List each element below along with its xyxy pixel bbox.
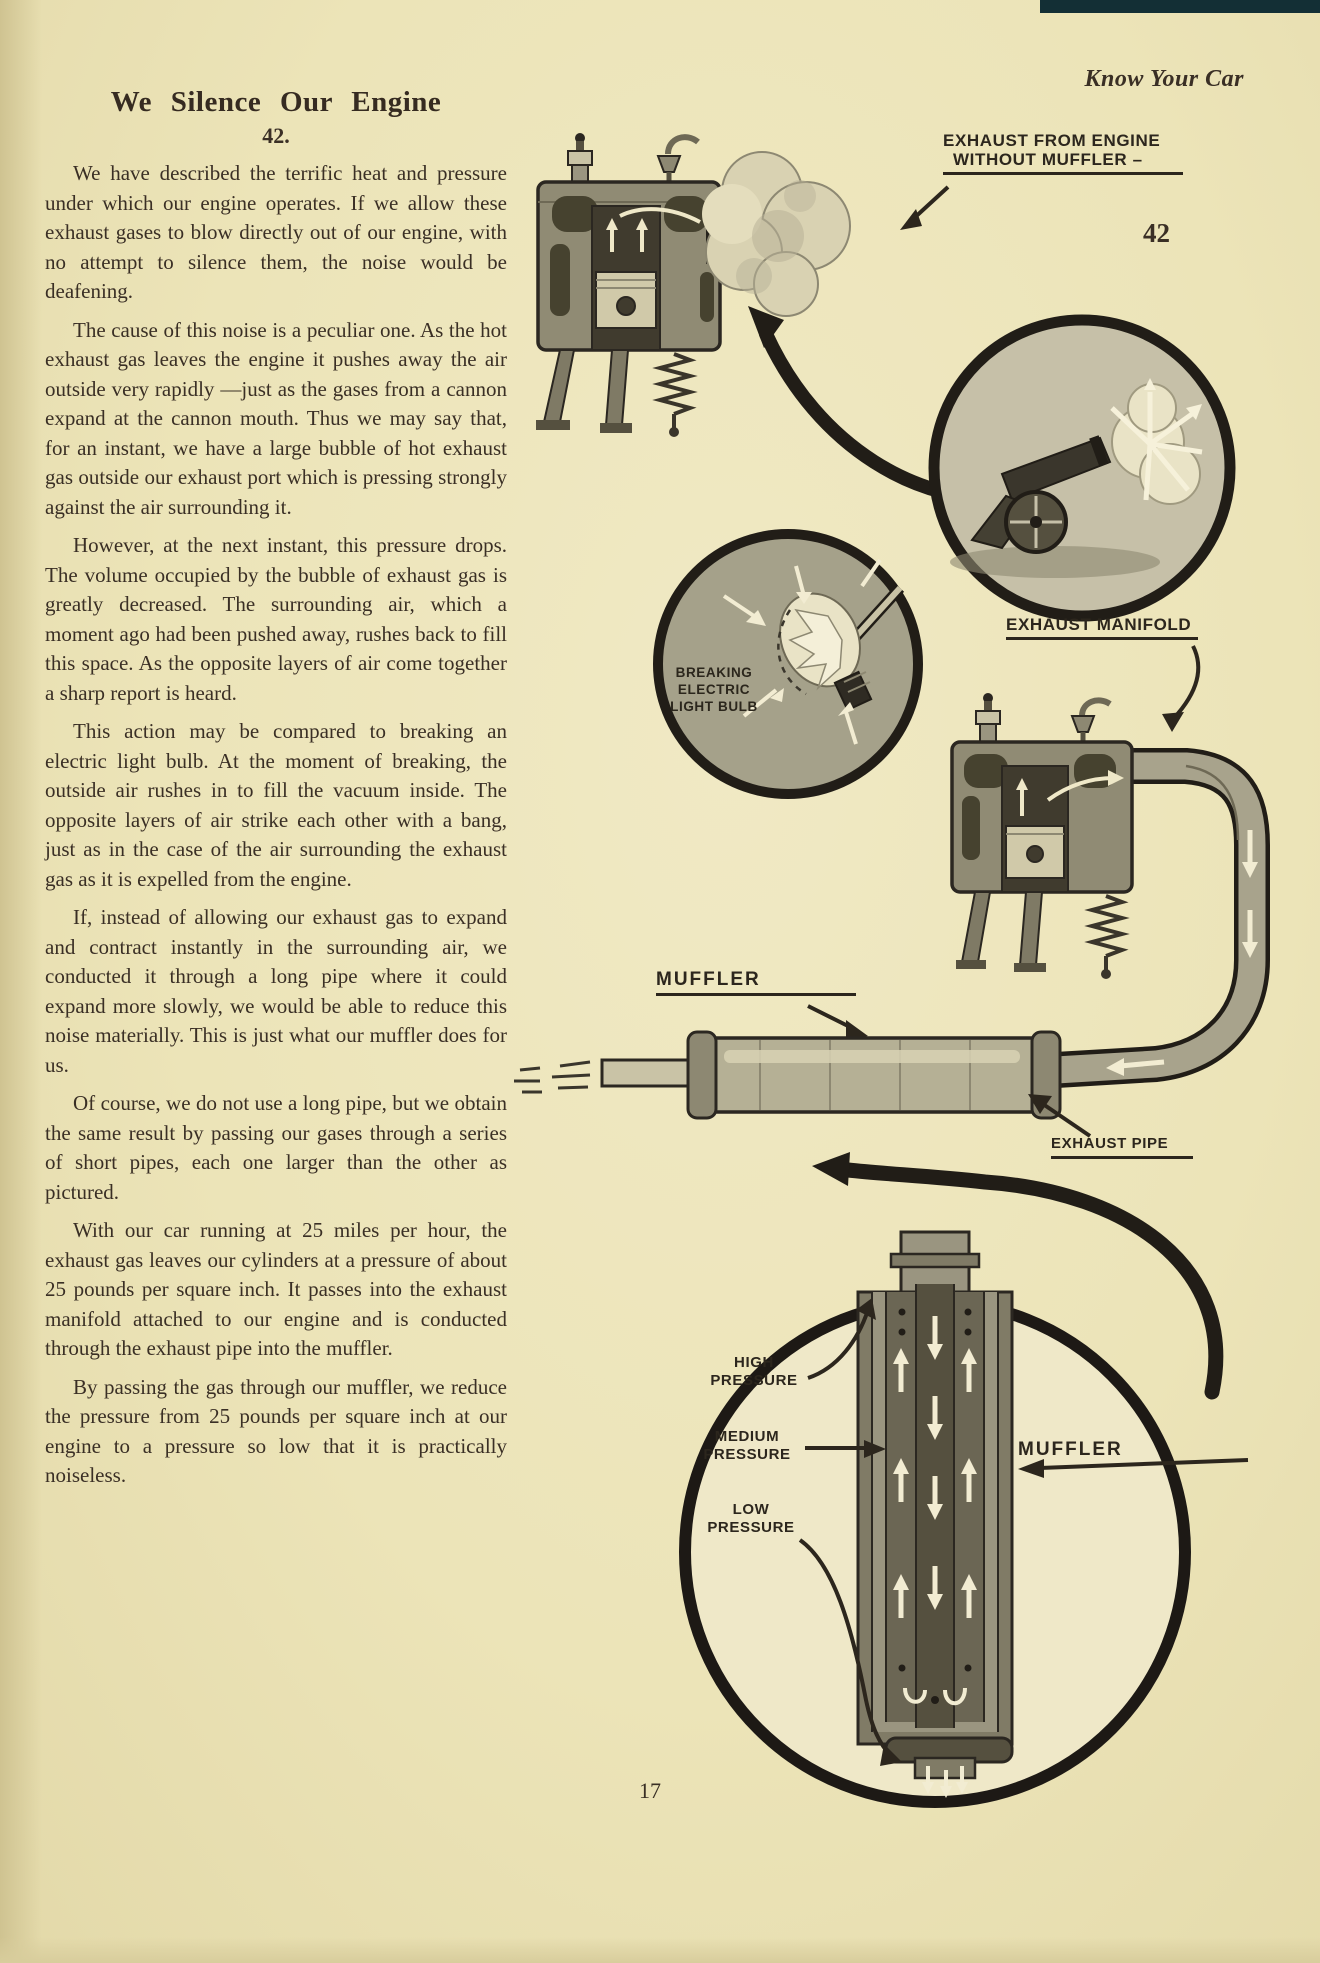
engine-cutaway-manifold bbox=[952, 693, 1258, 1076]
caption-line: ELECTRIC bbox=[677, 682, 751, 697]
engine-cutaway-top bbox=[536, 133, 756, 437]
figure-label-exhaust-pipe: EXHAUST PIPE bbox=[1051, 1136, 1193, 1159]
cannon-inset bbox=[934, 320, 1230, 616]
body-paragraph: The cause of this noise is a peculiar one. As the hot exhaust gas leaves the engine it pushes away the air outside very rapidly —just as the gases from a cannon expand at the cannon mouth. Thus we may say that, for an instant, we have a large bubble of hot exhaust gas outside our exhaust port which is pressing strongly against the air surrounding it. bbox=[45, 317, 507, 519]
label-line: WITHOUT MUFFLER – bbox=[953, 150, 1143, 170]
body-paragraph: If, instead of allowing our exhaust gas to expand and contract instantly in the surrounding air, we conducted it through a long pipe where it could expand more slowly, we would be able to reduce this noise materially. This is just what our muffler does for us. bbox=[45, 905, 507, 1077]
text-column bbox=[45, 86, 507, 1500]
page-number: 17 bbox=[639, 1778, 661, 1803]
body-paragraph: By passing the gas through our muffler, we reduce the pressure from 25 pounds per square inch at our engine to a pressure so low that it is practically noiseless. bbox=[45, 1374, 507, 1487]
article-title: We Silence Our Engine bbox=[110, 86, 442, 118]
running-header: Know Your Car bbox=[1084, 66, 1244, 92]
label-arrow-exhaust-manifold bbox=[1162, 646, 1198, 732]
figure-label-muffler: MUFFLER bbox=[656, 969, 856, 996]
body-paragraph: With our car running at 25 miles per hour, the exhaust gas leaves our cylinders at a pressure of about 25 pounds per square inch. It passes into the exhaust manifold attached to our engine and is conducted through the exhaust pipe into the muffler. bbox=[45, 1218, 507, 1360]
label-arrow-exhaust-from-engine bbox=[900, 187, 948, 230]
figure-label-low-pressure: LOW PRESSURE bbox=[707, 1501, 795, 1536]
figure-label-exhaust-from-engine bbox=[943, 131, 1183, 175]
exhaust-cloud bbox=[702, 152, 850, 316]
body-paragraph: Of course, we do not use a long pipe, but we obtain the same result by passing our gases through a series of short pipes, each one larger than the other as pictured. bbox=[45, 1091, 507, 1204]
body-paragraph: However, at the next instant, this pressure drops. The volume occupied by the bubble of exhaust gas is greatly decreased. The surrounding air, which a moment ago had been pushed away, rushes back to fill this space. As the opposite layers of air come together a sharp report is heard. bbox=[45, 533, 507, 705]
muffler-side-view bbox=[514, 1032, 1060, 1118]
figure-label-exhaust-manifold: EXHAUST MANIFOLD bbox=[1006, 615, 1198, 640]
body-paragraph: We have described the terrific heat and pressure under which our engine operates. If we allow these exhaust gases to blow directly out of our engine, with no attempt to silence them, the noise would be deafening. bbox=[45, 161, 507, 303]
figure-label-medium-pressure: MEDIUM PRESSURE bbox=[703, 1428, 791, 1463]
figure-number: 42 bbox=[1143, 218, 1170, 248]
label-line: EXHAUST FROM ENGINE bbox=[943, 131, 1161, 150]
figure-label-high-pressure: HIGH PRESSURE bbox=[710, 1354, 798, 1389]
body-paragraph: This action may be compared to breaking an electric light bulb. At the moment of breaking, the outside air rushes in to fill the vacuum inside. The opposite layers of air strike each other with a bang, just as in the case of the air surrounding the exhaust gas as it is expelled from the engine. bbox=[45, 719, 507, 891]
caption-line: LIGHT BULB bbox=[670, 699, 758, 714]
figure-label-muffler-bottom: MUFFLER bbox=[1018, 1439, 1123, 1460]
caption-line: BREAKING bbox=[675, 665, 753, 680]
section-number: 42. bbox=[262, 123, 290, 148]
figure-caption-breaking-bulb bbox=[662, 664, 766, 715]
